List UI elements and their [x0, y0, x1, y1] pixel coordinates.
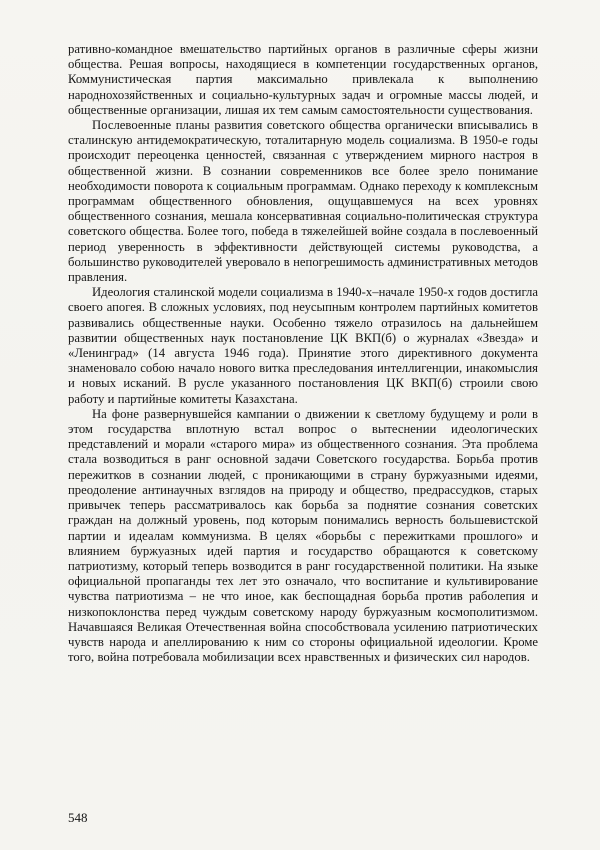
paragraph: Идеология сталинской модели социализма в 1940-х–начале 1950-х годов достигла своего апогея. В сложных условиях, под неусыпным контролем партийных комитетов развивались общественные науки. Особенно тяжело отразилось на дальнейшем развитии общественных наук постановление ЦК ВКП(б) о журналах «Звезда» и «Ленинград» (14 августа 1946 года). Принятие этого директивного документа знаменовало собою начало нового витка преследования интеллигенции, инакомыслия и новых исканий. В русле указанного постановления ЦК ВКП(б) строили свою работу и партийные комитеты Казахстана. [68, 285, 538, 406]
paragraph: На фоне развернувшейся кампании о движении к светлому будущему и роли в этом государства вплотную встал вопрос о вытеснении идеологических представлений и морали «старого мира» из общественного сознания. Эта проблема стала возводиться в ранг основной задачи Советского государства. Борьба против пережитков в сознании людей, с проникающими в страну буржуазными идеями, преодоление антинаучных взглядов на природу и общество, предрассудков, старых привычек теперь рассматривалось как борьба за поднятие сознания советских граждан на должный уровень, под которым понимались верность большевистской партии и идеалам коммунизма. В целях «борьбы с пережитками прошлого» и влиянием буржуазных идей партия и государство обращаются к советскому патриотизму, который теперь возводится в ранг государственной политики. На языке официальной пропаганды тех лет это означало, что воспитание и культивирование чувства патриотизма – не что иное, как беспощадная борьба против раболепия и низкопоклонства перед чуждым советскому народу буржуазным космополитизмом. Начавшаяся Великая Отечественная война способствовала усилению патриотических чувств народа и апеллированию к ним со стороны официальной идеологии. Кроме того, война потребовала мобилизации всех нравственных и физических сил народов. [68, 406, 538, 665]
paragraph: Послевоенные планы развития советского общества органически вписывались в сталинскую антидемократическую, тоталитарную модель социализма. В 1950-е годы происходит переоценка ценностей, связанная с утверждением мирного настроя в общественной жизни. В сознании современников все более зрело понимание необходимости поворота к социальным программам. Однако переходу к комплексным программам общественного обновления, ощущавшемуся на всех уровнях общественного сознания, мешала консервативная социально-политическая структура советского общества. Более того, победа в тяжелейшей войне создала в послевоенный период уверенность в эффективности действующей системы руководства, а большинство руководителей уверовало в непогрешимость административных методов правления. [68, 118, 538, 285]
paragraph: ративно-командное вмешательство партийных органов в различные сферы жизни общества. Решая вопросы, находящиеся в компетенции государственных органов, Коммунистическая партия максимально привлекала к выполнению народнохозяйственных и социально-культурных задач и огромные массы людей, и общественные организации, лишая их тем самым самостоятельности существования. [68, 42, 538, 117]
page-number: 548 [68, 810, 88, 825]
page-text [68, 42, 538, 665]
